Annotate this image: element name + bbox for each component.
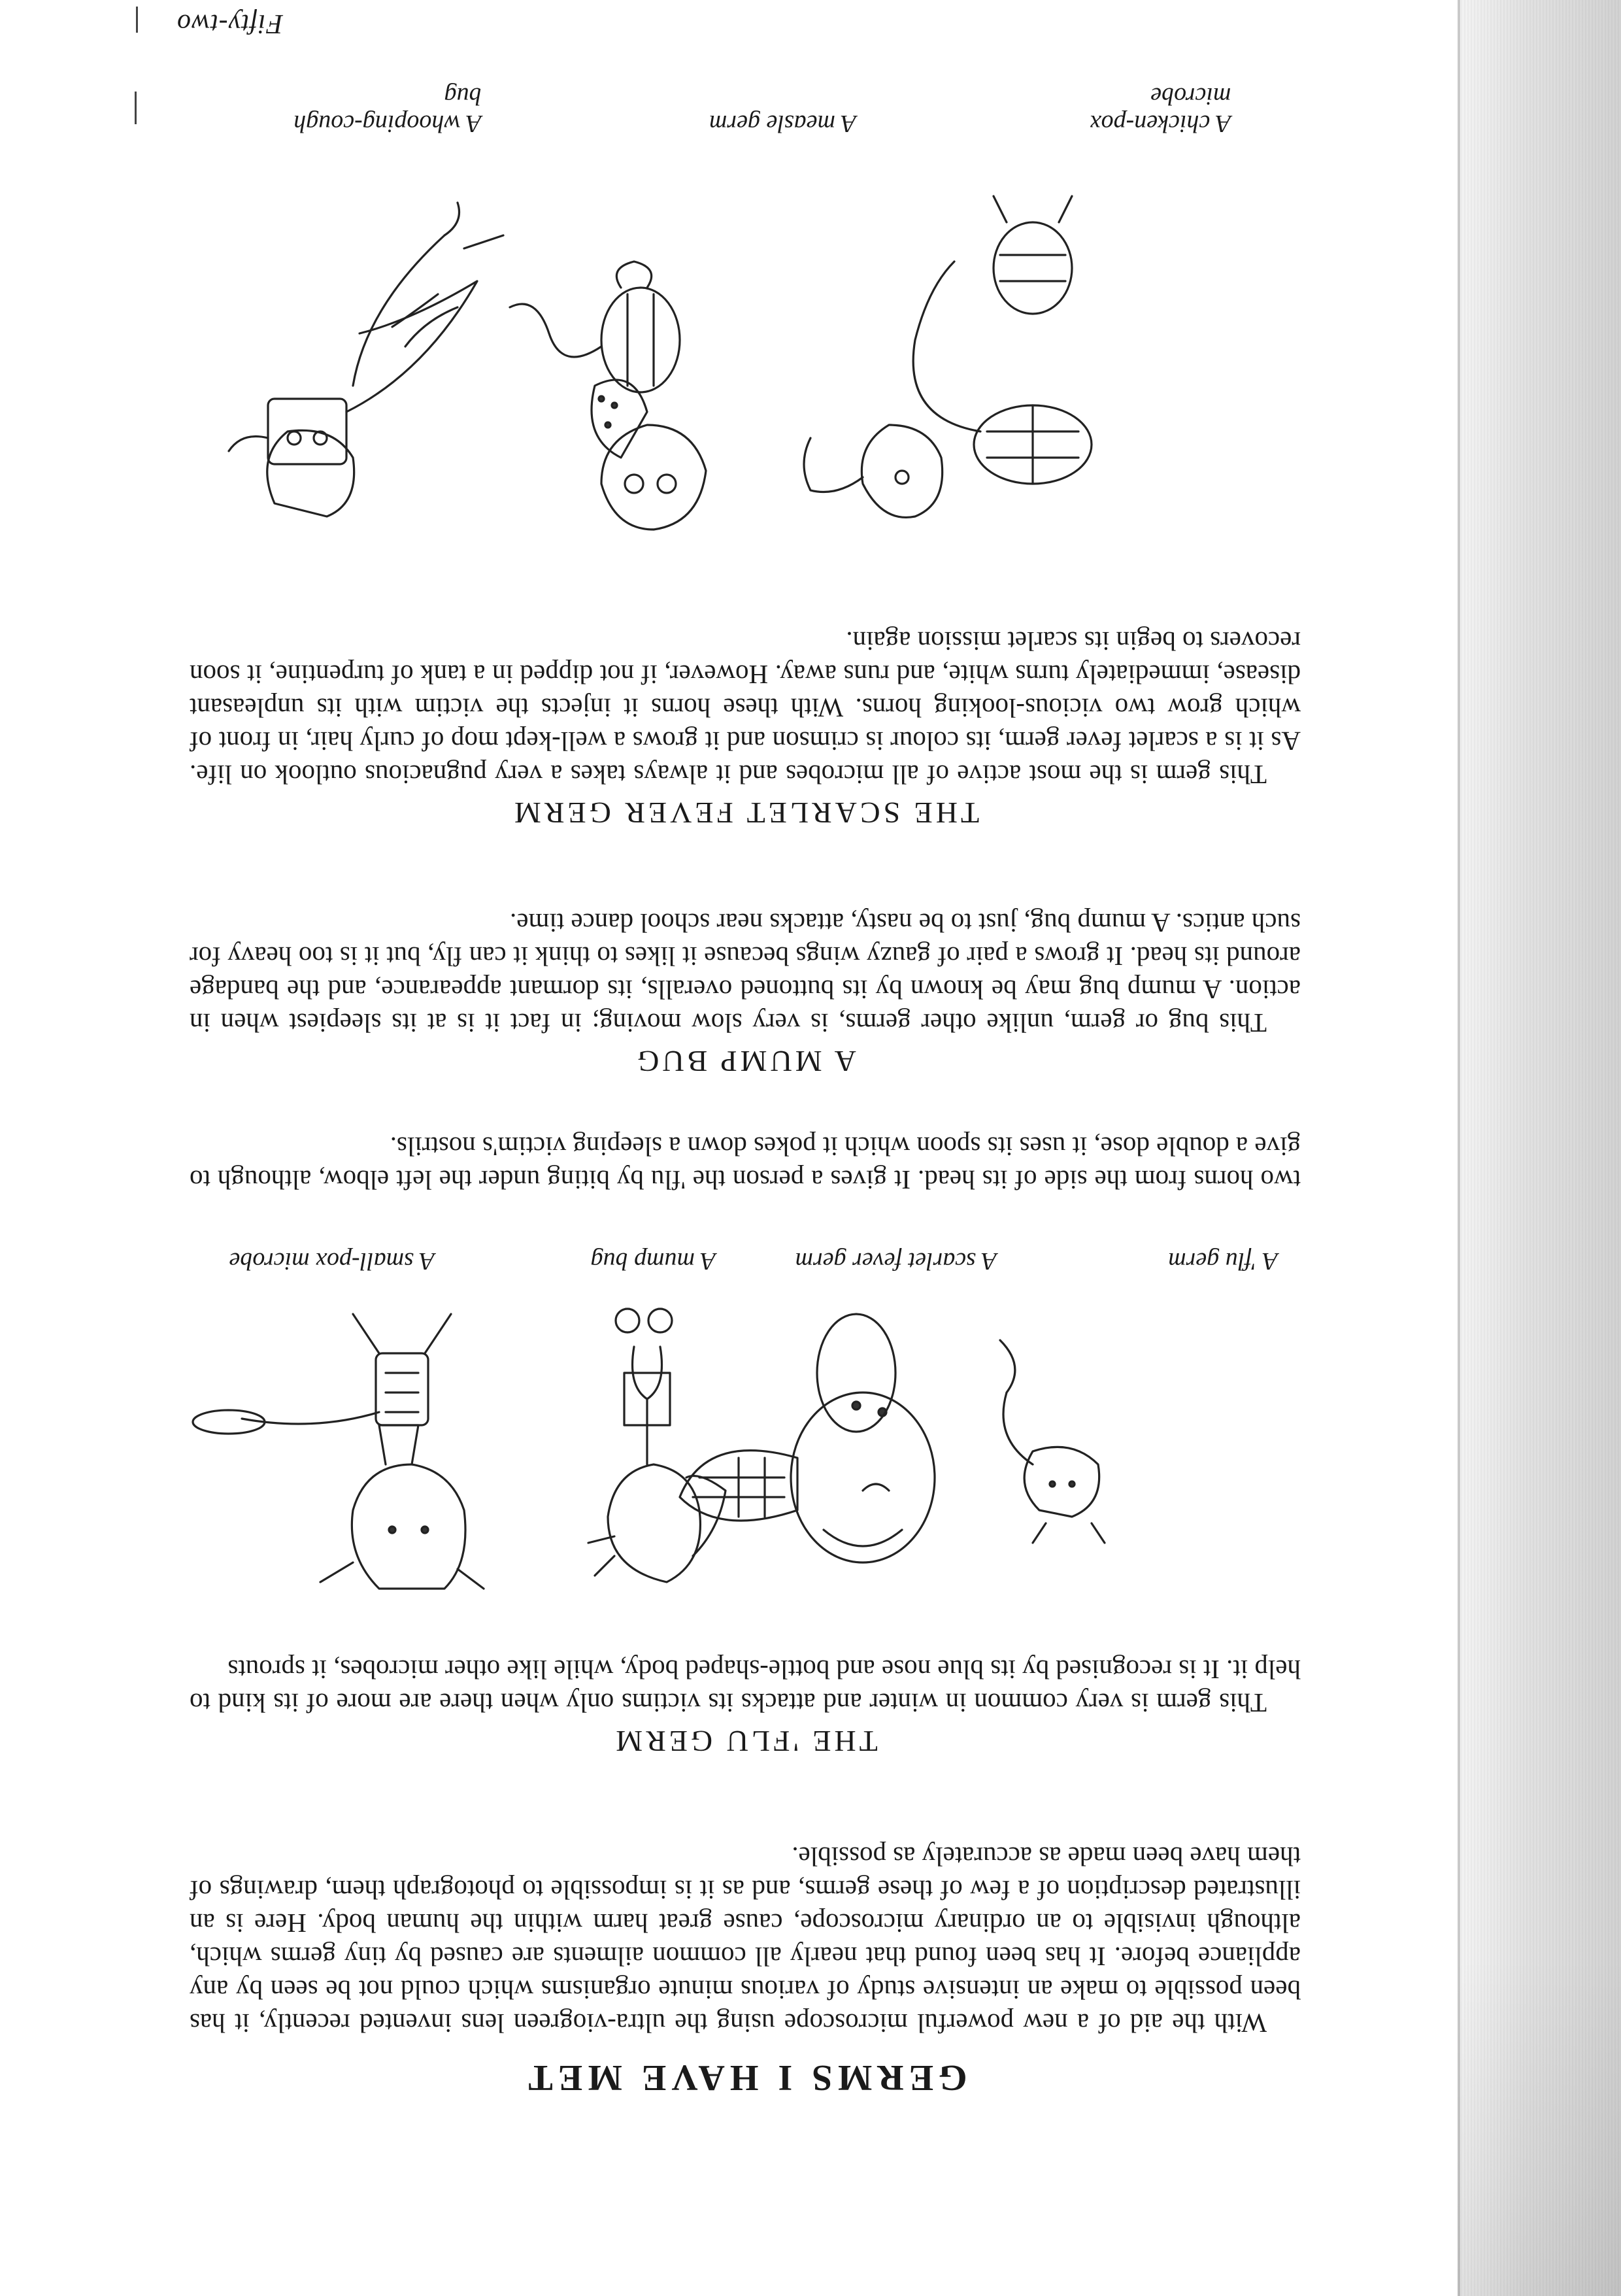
scarlet-fever-germ-paragraph: This germ is the most active of all microbes and it always takes a very pugnacious outlook on life. As it is a scarlet fever germ, its colour is crimson and it grows a well-kept mop of curly hair, in front of which grow two vicious-looking horns. With these horns it injects the victim with its unpleasant disease, immediately turns white, and runs away. However, if not dipped in a tank of turpentine, it soon recovers to begin its scarlet mission again. <box>190 626 1301 790</box>
germ-drawings-2 <box>183 190 1307 556</box>
caption-whooping-cough-bug: A whooping-cough bug <box>293 82 482 137</box>
pencil-mark-upper <box>135 92 137 124</box>
page-number: Fifty-two <box>176 8 283 39</box>
captions-row-2 <box>183 82 1307 137</box>
scarlet-fever-germ-heading: THE SCARLET FEVER GERM <box>510 796 980 830</box>
caption-mump-bug: A mump bug <box>590 1247 716 1275</box>
flu-germ-heading: THE 'FLU GERM <box>612 1725 878 1758</box>
chicken-pox-microbe-drawing <box>229 203 503 516</box>
intro-paragraph: With the aid of a new powerful microscope using the ultra-viogreen lens invented recently, it has been possible to make an intensive study of various minute organisms which could not be seen by any appliance before. It has been found that nearly all common ailments are caused by tiny germs which, although invisible to an ordinary microscope, cause great harm within the human body. Here is an illustrated description of a few of these germs, and as it is impossible to photograph them, drawings of them have been made as accurately as possible. <box>190 1842 1301 2038</box>
flu-germ-drawing <box>193 1314 484 1589</box>
pencil-mark-top <box>136 7 138 33</box>
caption-chicken-pox-microbe: A chicken-pox microbe <box>1090 82 1231 137</box>
illustrations-row-2 <box>183 190 1307 556</box>
flu-germ-paragraph-continued: two horns from the side of its head. It gives a person the 'flu by biting under the left elbow, although to give a double dose, it uses its spoon which it pokes down a sleeping victim's nostrils. <box>190 1132 1301 1195</box>
scan-shadow <box>1458 1956 1621 2296</box>
mump-bug-paragraph: This bug or germ, unlike other germs, is very slow moving; in fact it is at its sleepiest when in action. A mump bug may be known by its buttoned overalls, its dormant appearance, and the bandage around its head. It grows a pair of gauzy wings because it likes to think it can fly, but it is too heavy for such antics. A mump bug, just to be nasty, attacks near school dance time. <box>190 908 1301 1038</box>
scan-page-edge <box>1458 0 1621 2296</box>
mump-bug-heading: A MUMP BUG <box>634 1045 856 1078</box>
illustrations-row-1 <box>183 1281 1307 1608</box>
flu-germ-paragraph: This germ is very common in winter and attacks its victims only when there are more of its kind to help it. It is recognised by its blue nose and bottle-shaped body, while like other microbes, it sprouts <box>190 1655 1301 1718</box>
caption-scarlet-fever-germ: A scarlet fever germ <box>795 1247 997 1275</box>
caption-small-pox-microbe: A small-pox microbe <box>229 1247 435 1275</box>
whooping-cough-bug-drawing <box>804 196 1092 517</box>
scarlet-fever-germ-drawing <box>588 1309 726 1582</box>
mump-bug-drawing <box>680 1314 935 1562</box>
caption-flu-germ: A 'flu germ <box>1168 1247 1278 1275</box>
measle-germ-drawing <box>510 262 706 530</box>
captions-row-1 <box>183 1247 1307 1275</box>
printed-page <box>176 8 1307 2138</box>
germ-drawings-1 <box>183 1281 1307 1608</box>
caption-measle-germ: A measle germ <box>709 110 857 137</box>
page-title: GERMS I HAVE MET <box>523 2057 967 2098</box>
small-pox-microbe-drawing <box>1000 1340 1105 1543</box>
